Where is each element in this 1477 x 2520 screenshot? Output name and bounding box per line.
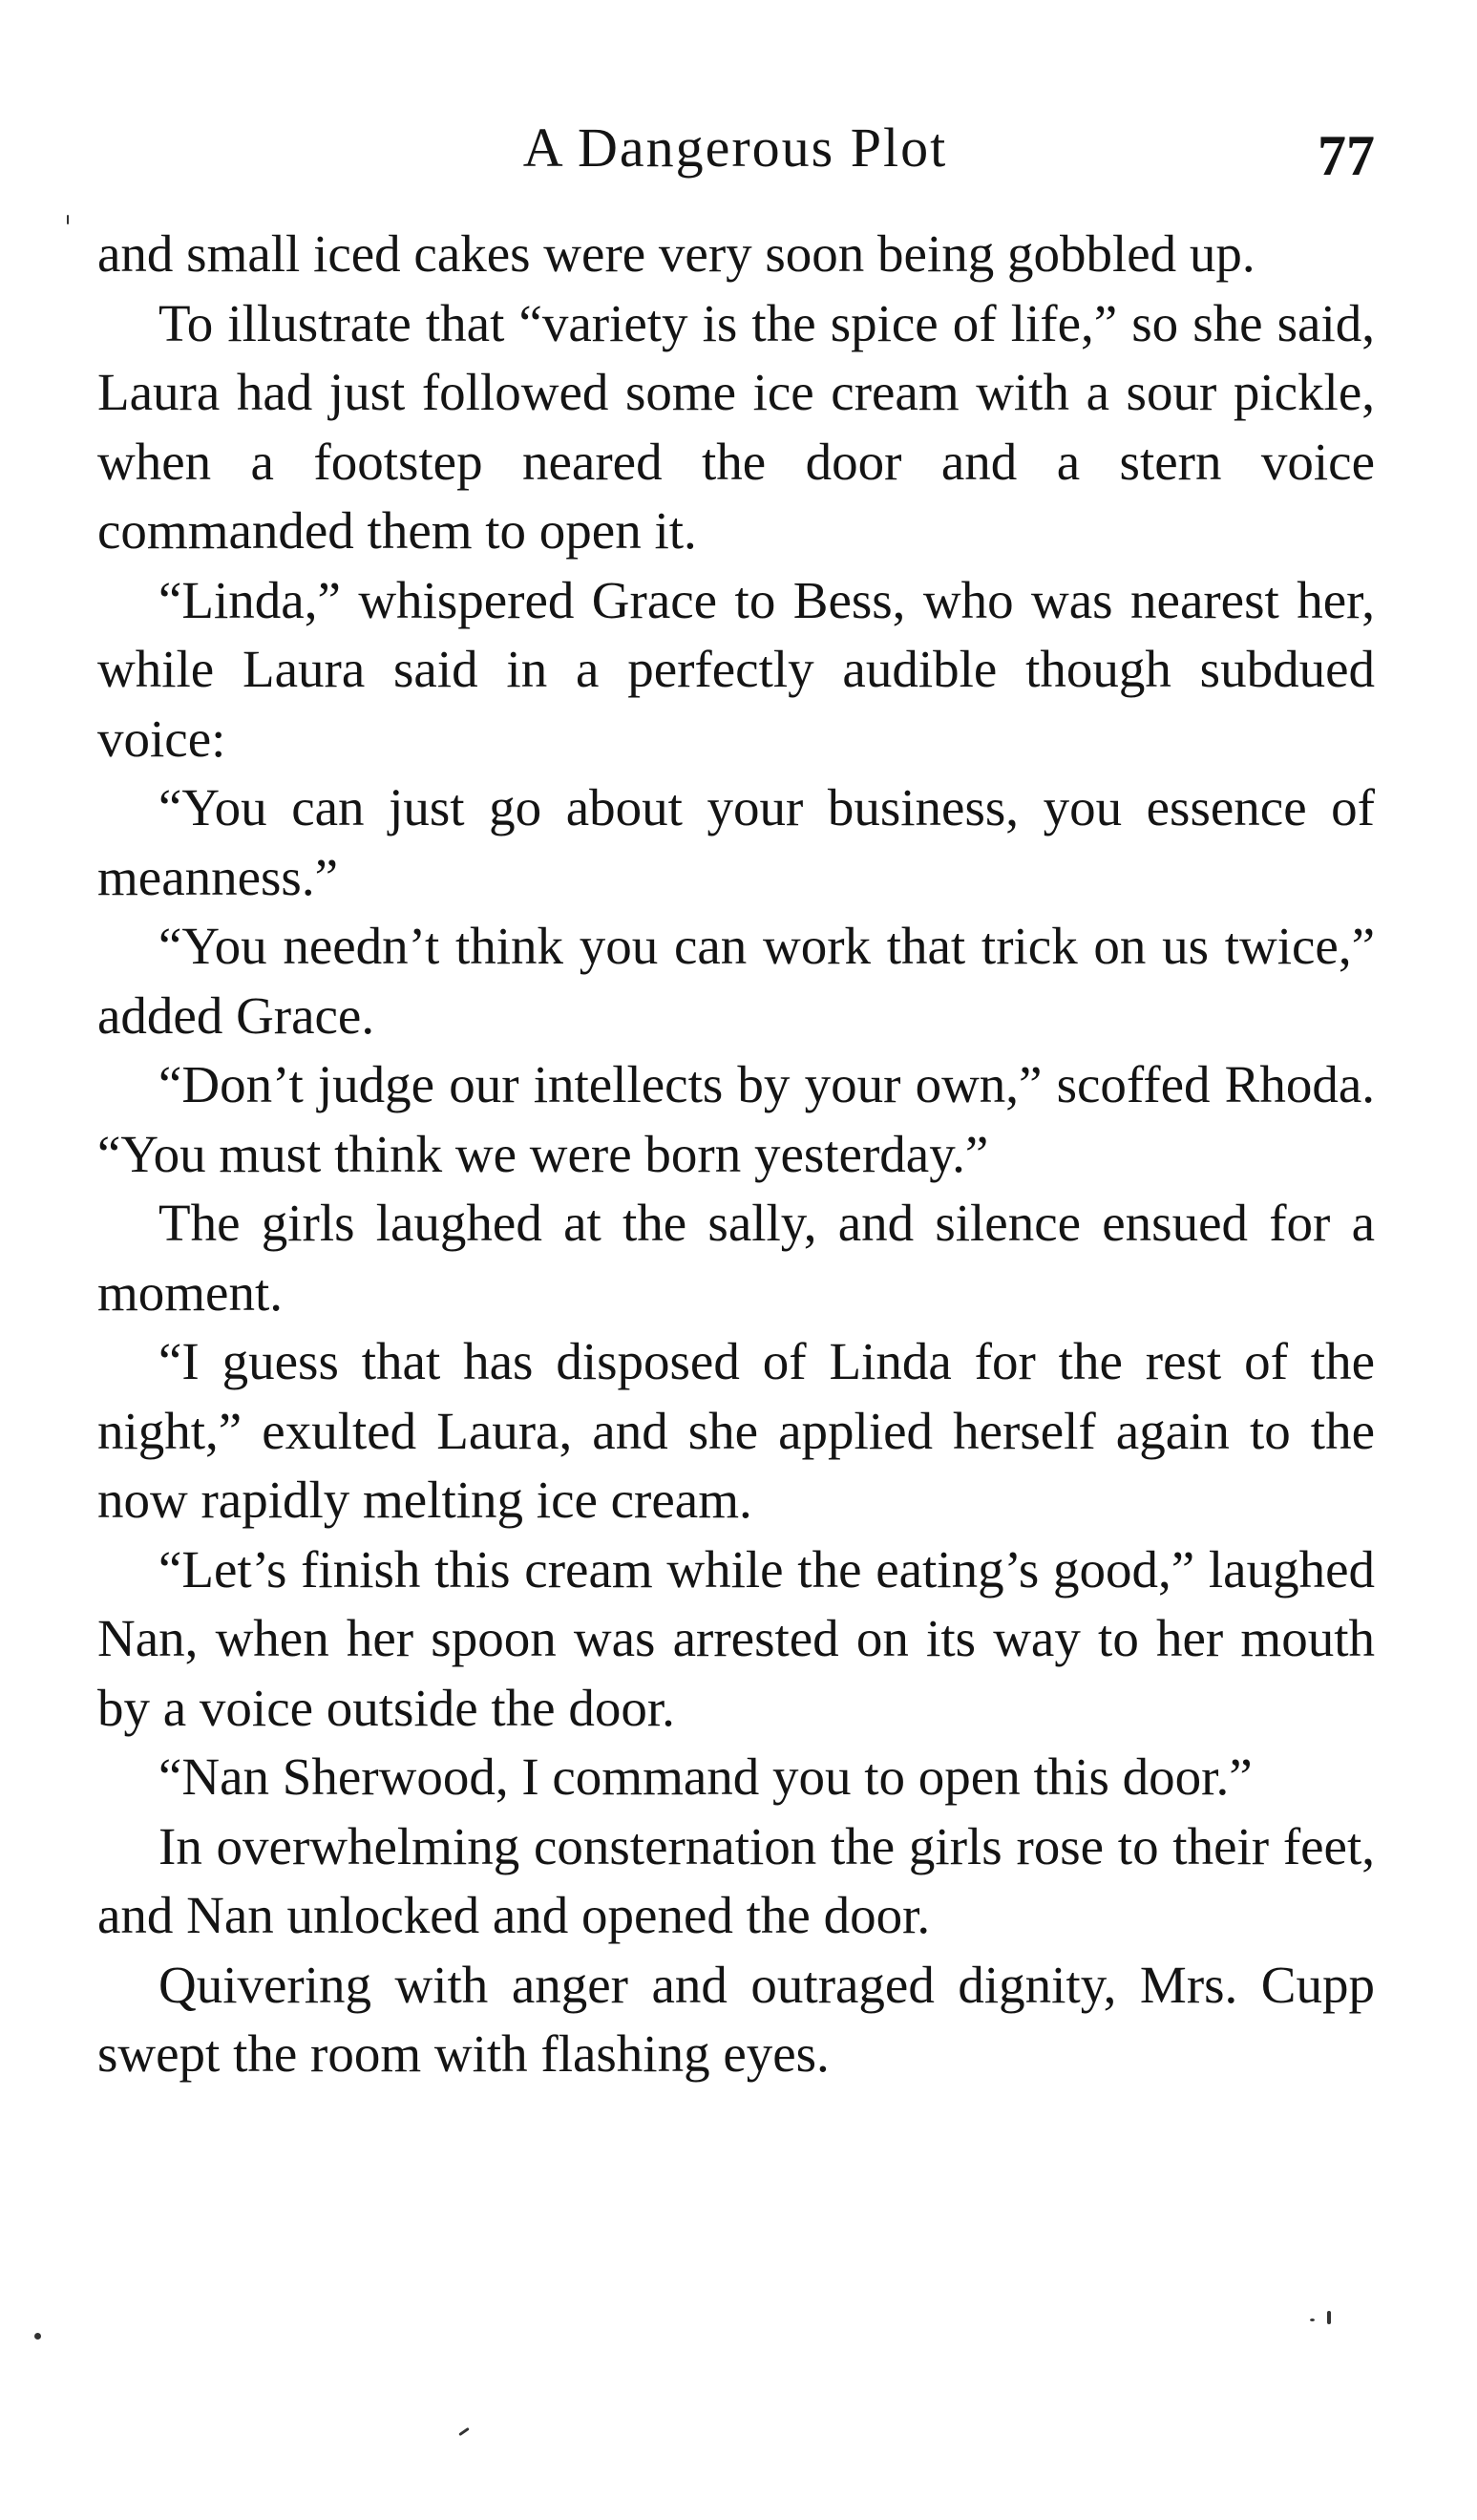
paragraph: “Let’s finish this cream while the eating’s good,” laughed Nan, when her spoon was arrested on its way to her mouth by a voice outside the door.	[97, 1539, 1375, 1737]
print-speck	[67, 215, 69, 224]
chapter-title: A Dangerous Plot	[522, 116, 948, 179]
paragraph: The girls laughed at the sally, and silence ensued for a moment.	[97, 1194, 1375, 1322]
paragraph: Quivering with anger and outraged dignity, Mrs. Cupp swept the room with flashing eyes.	[97, 1955, 1375, 2083]
paragraph: “I guess that has disposed of Linda for the rest of the night,” exulted Laura, and she applied herself again to the now rapidly melting ice cream.	[97, 1332, 1375, 1529]
paragraph: “Don’t judge our intellects by your own,” scoffed Rhoda. “You must think we were born yesterday.”	[97, 1055, 1375, 1183]
print-speck	[1327, 2311, 1331, 2324]
page-number: 77	[1318, 124, 1375, 187]
paragraph: To illustrate that “variety is the spice of life,” so she said, Laura had just followed some ice cream with a sour pickle, when a footstep neared the door and a stern voice commanded them to open it.	[97, 293, 1375, 560]
print-speck	[34, 2333, 41, 2340]
paragraph: “Nan Sherwood, I command you to open this door.”	[158, 1747, 1253, 1806]
print-speck	[458, 2427, 470, 2436]
running-head	[95, 110, 1375, 186]
print-speck	[1310, 2319, 1315, 2321]
paragraph: “You needn’t think you can work that trick on us twice,” added Grace.	[97, 917, 1375, 1045]
paragraph: and small iced cakes were very soon being gobbled up.	[97, 224, 1255, 283]
paragraph: “Linda,” whispered Grace to Bess, who was nearest her, while Laura said in a perfectly audible though subdued voice:	[97, 570, 1375, 768]
paragraph: “You can just go about your business, you essence of meanness.”	[97, 778, 1375, 906]
paragraph: In overwhelming consternation the girls rose to their feet, and Nan unlocked and opened the door.	[97, 1816, 1375, 1944]
body-text	[97, 220, 1375, 2089]
